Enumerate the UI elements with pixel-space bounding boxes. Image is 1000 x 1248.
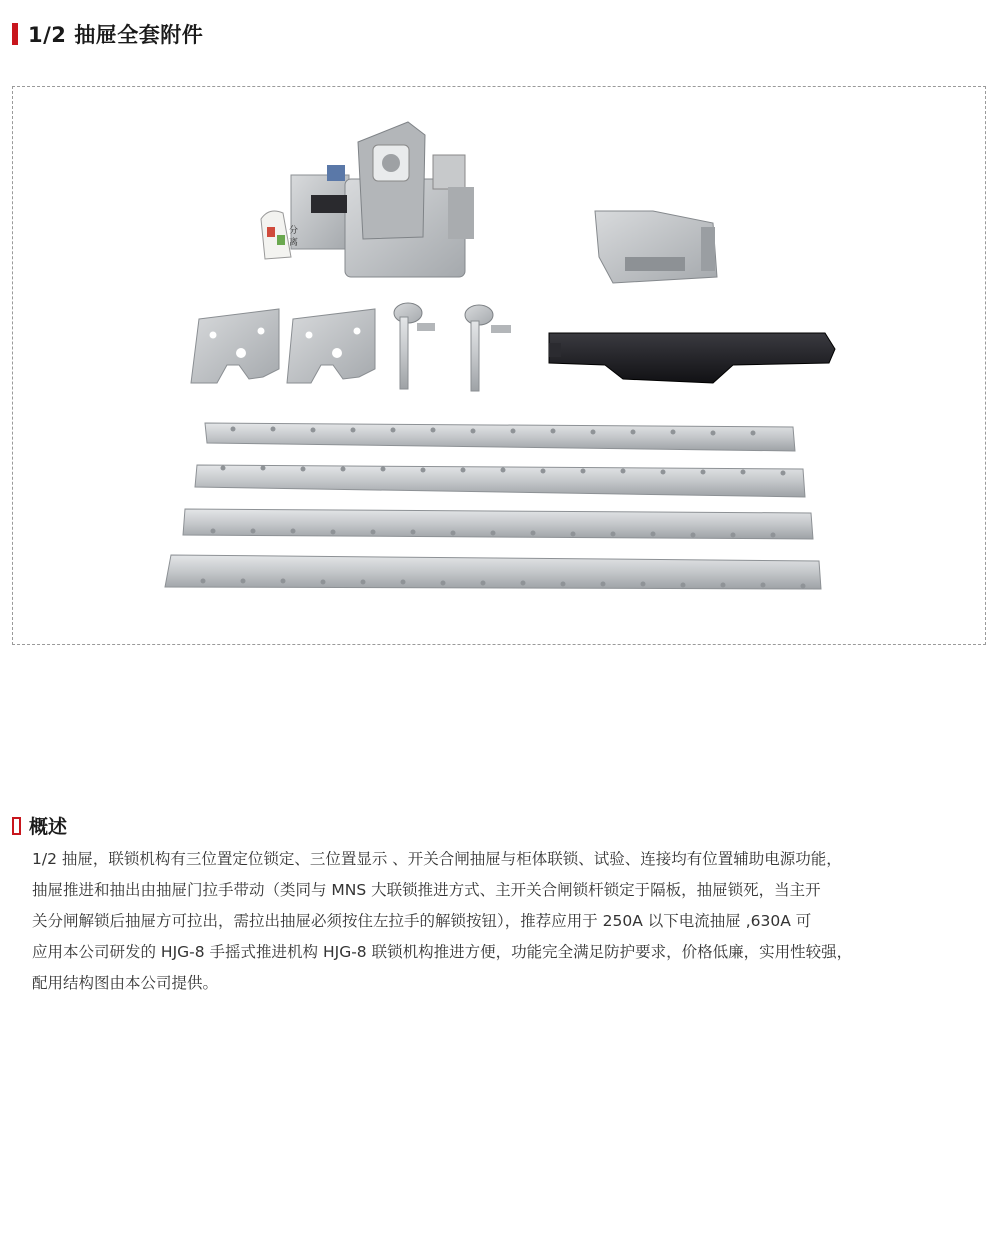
tag-text-fen: 分 [289,226,299,236]
overview-description [32,844,932,999]
page-title: 1/2 抽屉全套附件 [28,23,204,47]
mounting-plates [191,309,375,383]
description-line: 关分闸解锁后抽屉方可拉出，需拉出抽屉必须按住左拉手的解锁按钮），推荐应用于 250A 以下电流抽屉 ,630A 可 [32,912,812,930]
tag-text-li: 离 [289,238,299,248]
product-photo [12,86,986,645]
accessory-kit-illustration [13,87,985,644]
rail-1 [205,423,795,451]
page-header [12,20,203,48]
overview-accent-box [12,817,21,835]
description-line: 抽屉推进和抽出由抽屉门拉手带动（类同与 MNS 大联锁推进方式、主开关合闸锁杆锁定于隔板，抽屉锁死，当主开 [32,881,821,899]
title-accent-bar [12,23,18,45]
description-line: 1/2 抽屉，联锁机构有三位置定位锁定、三位置显示 、开关合闸抽屉与柜体联锁、试验、连接均有位置辅助电源功能， [32,850,842,868]
overview-title: 概述 [29,816,68,838]
rail-4 [165,555,821,589]
description-line: 应用本公司研发的 HJG-8 手摇式推进机构 HJG-8 联锁机构推进方便，功能完全满足防护要求，价格低廉，实用性较强， [32,943,853,961]
crank-pins [394,303,511,391]
rail-3 [183,509,813,539]
overview-header [12,812,67,839]
description-line: 配用结构图由本公司提供。 [32,974,219,992]
rail-2 [195,465,805,497]
black-slide-rail [549,333,835,383]
guide-bracket [595,211,717,283]
aluminum-rails [165,423,821,589]
interlock-mechanism [261,122,474,277]
